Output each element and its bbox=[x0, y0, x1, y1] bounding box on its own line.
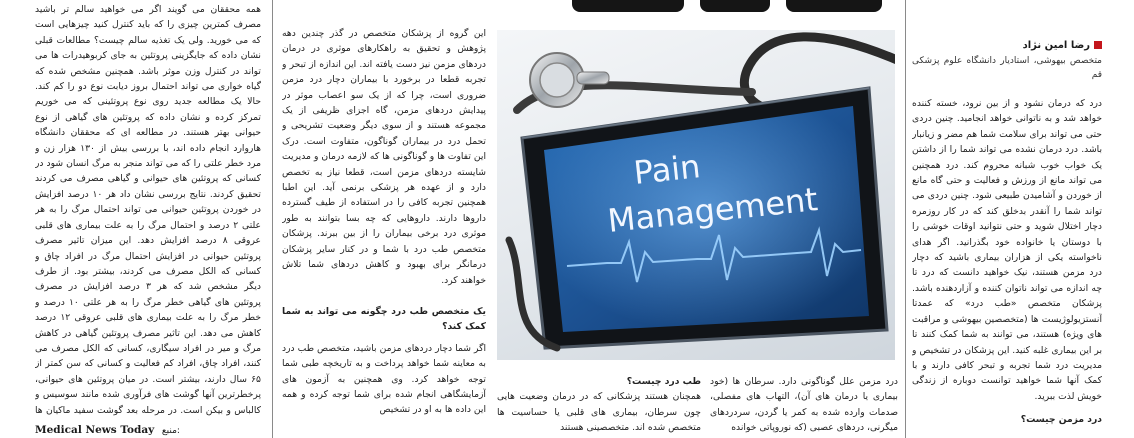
mid-body: همچنان هستند پزشکانی که در درمان وضعیت هایی چون سرطان، بیماری های قلبی یا حساسیت ها متخصص شده اند. متخصصینی هستند bbox=[497, 391, 701, 434]
author-name: رضا امین نژاد bbox=[1022, 40, 1090, 51]
column-rule bbox=[905, 0, 906, 438]
source-label: منبع: bbox=[161, 426, 180, 436]
author-byline bbox=[912, 38, 1102, 54]
center-column bbox=[282, 26, 486, 438]
mid-right-body: درد مزمن علل گوناگونی دارد. سرطان ها (خود بیماری یا درمان های آن)، التهاب های مفصلی، صدمات وارده شده به کمر یا گردن، سردردهای میگرنی، دردهای عصبی (که نوروپاتی خوانده bbox=[710, 376, 898, 434]
mid-right-column bbox=[710, 374, 898, 438]
right-subhead: درد مزمن چیست؟ bbox=[1020, 414, 1102, 426]
headline-remnant bbox=[560, 0, 890, 14]
author-title: متخصص بیهوشی، استادیار دانشگاه علوم پزشکی قم bbox=[912, 56, 1102, 80]
screen-text-pain: Pain bbox=[631, 147, 703, 192]
source-credit bbox=[35, 424, 255, 436]
left-article-body: همه محققان می گویند اگر می خواهید سالم تر باشید مصرف کمترین چیزی را که باید کنترل کنید چیزهایی است که می خورید. ولی یک تغذیه سالم چیست؟ مطالعات قبلی نشان داده که جایگزینی پروتئین به جای کربوهیدرات ها می تواند در کنترل وزن موثر باشد. همچنین مشخص شده که گیاه خواری می تواند احتمال بروز دیابت نوع دو را کم کند. حالا یک مطالعه جدید روی نوع پروتئینی که می خوریم تمرکز کرده و نشان داده که پروتئین های گیاهی از نوع حیوانی بهتر هستند. در مطالعه ای که محققان دانشگاه هاروارد انجام داده اند، با بررسی بیش از ۱۳۰ هزار زن و مرد خطر علتی را که می تواند منجر به مرگ انسان شود در کسانی که پروتئین های حیوانی و گیاهی مصرف می کردند تحقیق کردند. نتایج بررسی نشان داد هر ۱۰ درصد افزایش در خوردن پروتئین حیوانی می تواند احتمال مرگ را به هر علتی ۲ درصد و احتمال مرگ را به علت بیماری های قلبی عروقی ۸ درصد افزایش دهد. این میزان تاثیر مصرف پروتئین حیوانی در افزایش احتمال مرگ در افراد چاق و کسانی که الکل مصرف می کردند، بیشتر بود. از طرف دیگر مشخص شد که هر ۳ درصد افزایش در مصرف پروتئین های گیاهی خطر مرگ را به هر علتی ۱۰ درصد و خطر مرگ را به علت بیماری های قلبی عروقی ۱۲ درصد کاهش می دهد. این تاثیر مصرف پروتئین گیاهی در کاهش مرگ و میر در افراد سیگاری، کسانی که الکل مصرف می کنند، افراد چاق، افراد کم فعالیت و کسانی که سن کمتر از ۶۵ سال دارند، بیشتر است. در میان پروتئین های حیوانی، پرخطرترین آنها گوشت های فرآوری شده مانند سوسیس و کالباس و بیکن است. در مرحله بعد گوشت سفید ماکیان ها bbox=[35, 4, 261, 416]
source-name: Medical News Today bbox=[35, 424, 155, 436]
author-marker-icon bbox=[1094, 41, 1102, 49]
center-body: این گروه از پزشکان متخصص در گذر چندین دهه پژوهش و تحقیق به راهکارهای موثری در درمان دردهای مزمن نیز دست یافته اند. این اندازه از تبحر و تجربه قطعا در برخورد با بیماران دچار درد مزمن ضروری است، چرا که از یک سو اعصاب موثر در پیدایش دردهای مزمن، گاه اجزای ظریفی از یک مجموعه هستند و از سوی دیگر وضعیت تشریحی و تحمل درد در بیماران گوناگون، متفاوت است. درک این تفاوت ها و گوناگونی ها که لازمه درمان و مدیریت شایسته دردهای مزمن است، قطعا نیاز به تخصص دارد و از عهده هر پزشکی برنمی آید. این اطبا همچنین تجربه کافی را در استفاده از طیف گسترده داروها دارند. داروهایی که چه بسا بتوانند به طور موثری درد برخی بیماران را از بین ببرند. پزشکان متخصص طب درد با شما و در کنار سایر پزشکان درمانگر برای بهبود و کاهش دردهای شما تلاش خواهند کرد. bbox=[282, 28, 486, 286]
right-column bbox=[912, 38, 1102, 438]
pain-management-photo bbox=[497, 30, 895, 360]
mid-column bbox=[497, 374, 701, 438]
center-body-2: اگر شما دچار دردهای مزمن باشید، متخصص طب درد به معاینه شما خواهد پرداخت و به تاریخچه طبی شما توجه خواهد کرد. وی همچنین به آزمون های آزمایشگاهی انجام شده برای شما توجه کرده و همه این داده ها به او در تشخیص bbox=[282, 342, 486, 416]
mid-subhead: طب درد چیست؟ bbox=[626, 376, 701, 387]
left-article-column bbox=[35, 2, 261, 420]
screen-text-management: Management bbox=[605, 180, 820, 240]
column-rule bbox=[272, 0, 273, 438]
center-subhead: یک متخصص طب درد چگونه می تواند به شما کمک کند؟ bbox=[282, 305, 486, 333]
right-body: درد که درمان نشود و از بین نرود، خسته کننده خواهد شد و به ناتوانی خواهد انجامید. چنین دردی حتی می تواند برای سلامت شما هم مضر و زیانبار باشد. درد درمان نشده می تواند شما را از داشتن یک خواب خوب شبانه محروم کند. درد همچنین می تواند مانع از ورزش و فعالیت و حتی گاه مانع از خوردن و آشامیدن طبیعی شود. چنین دردی می تواند شما را آنقدر بدخلق کند که در کار روزمره دچار اختلال شوید و حتی نتوانید اوقات خوشی را با دوستان یا خانواده خود بگذرانید. اگر هدای ناخواسته یکی از هزاران بیماری باشید که دچار درد مزمن هستند، نیک خواهید دانست که درد تا چه اندازه می تواند ناتوان کننده و آزاردهنده باشد. پزشکان متخصص «طب درد» که عمدتا آنستزیولوژیست ها (متخصصین بیهوشی و مراقبت های ویژه) هستند، می توانند به شما کمک کنند تا بر این بیماری غلبه کنید. این پزشکان در تشخیص و مدیریت درد شما تجربه و تبحر کافی دارند و با کمک آنها شما خواهید توانست دوباره از زندگی خویش لذت ببرید. bbox=[912, 98, 1102, 402]
tablet-stethoscope-illustration bbox=[497, 30, 895, 360]
